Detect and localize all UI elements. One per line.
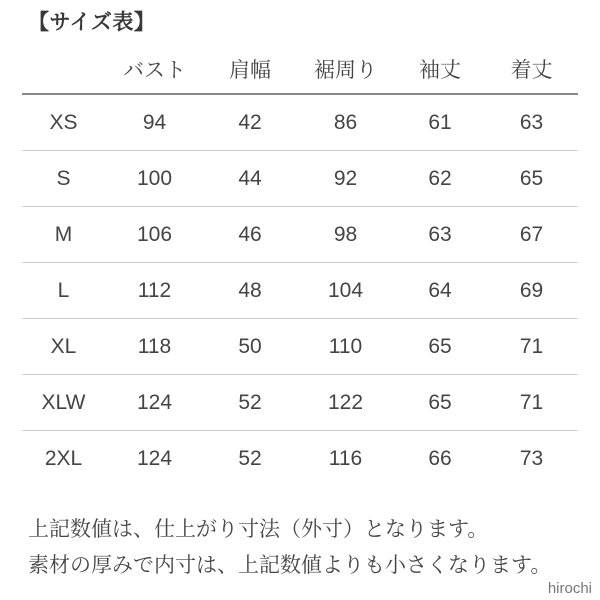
cell-sleeve: 62 — [428, 166, 452, 190]
size-table — [22, 44, 578, 486]
cell-length: 67 — [519, 222, 544, 246]
cell-shoulder: 44 — [238, 166, 262, 190]
cell-sleeve: 61 — [428, 110, 452, 134]
cell-size: XS — [49, 110, 78, 134]
table-row — [22, 151, 578, 207]
cell-sleeve: 64 — [428, 278, 452, 302]
column-header-sleeve: 袖丈 — [419, 58, 461, 82]
cell-size: XLW — [41, 390, 86, 414]
cell-hem: 110 — [328, 334, 363, 358]
note-line-1: 上記数値は、仕上がり寸法（外寸）となります。 — [28, 518, 489, 541]
cell-shoulder: 48 — [238, 278, 262, 302]
cell-size: S — [56, 166, 71, 190]
notes — [28, 512, 551, 584]
cell-shoulder: 42 — [238, 110, 262, 134]
cell-length: 63 — [519, 110, 544, 134]
cell-hem: 116 — [328, 446, 363, 470]
table-row — [22, 263, 578, 319]
cell-shoulder: 46 — [238, 222, 262, 246]
cell-bust: 106 — [136, 222, 173, 246]
cell-sleeve: 63 — [428, 222, 452, 246]
cell-bust: 112 — [137, 278, 172, 302]
cell-shoulder: 50 — [238, 334, 262, 358]
table-row — [22, 319, 578, 375]
cell-bust: 118 — [137, 334, 172, 358]
cell-length: 71 — [519, 334, 544, 358]
cell-length: 65 — [519, 166, 544, 190]
cell-length: 71 — [519, 390, 544, 414]
column-header-length: 着丈 — [510, 58, 553, 82]
cell-length: 73 — [519, 446, 544, 470]
table-row — [22, 207, 578, 263]
cell-hem: 92 — [333, 166, 358, 190]
note-line-2: 素材の厚みで内寸は、上記数値よりも小さくなります。 — [28, 554, 552, 577]
cell-hem: 122 — [327, 390, 364, 414]
cell-bust: 94 — [142, 110, 167, 134]
cell-bust: 124 — [136, 390, 173, 414]
cell-length: 69 — [519, 278, 544, 302]
cell-sleeve: 65 — [428, 390, 452, 414]
watermark: hirochi — [547, 580, 592, 597]
cell-size: XL — [50, 334, 77, 358]
cell-shoulder: 52 — [238, 390, 262, 414]
column-header-hem: 裾周り — [314, 58, 377, 82]
cell-size: 2XL — [44, 446, 83, 470]
cell-bust: 124 — [136, 446, 173, 470]
cell-sleeve: 65 — [428, 334, 452, 358]
table-row — [22, 431, 578, 487]
cell-hem: 104 — [327, 278, 364, 302]
column-header-bust: バスト — [123, 58, 186, 82]
cell-size: L — [57, 278, 70, 302]
column-header-shoulder: 肩幅 — [229, 58, 271, 82]
table-row — [22, 94, 578, 151]
cell-size: M — [54, 222, 73, 246]
cell-hem: 86 — [333, 110, 358, 134]
table-header-row — [22, 44, 578, 94]
page-title: 【サイズ表】 — [28, 11, 156, 34]
cell-shoulder: 52 — [238, 446, 262, 470]
table-row — [22, 375, 578, 431]
cell-hem: 98 — [333, 222, 358, 246]
column-header-size — [22, 44, 105, 94]
cell-bust: 100 — [136, 166, 173, 190]
cell-sleeve: 66 — [428, 446, 452, 470]
